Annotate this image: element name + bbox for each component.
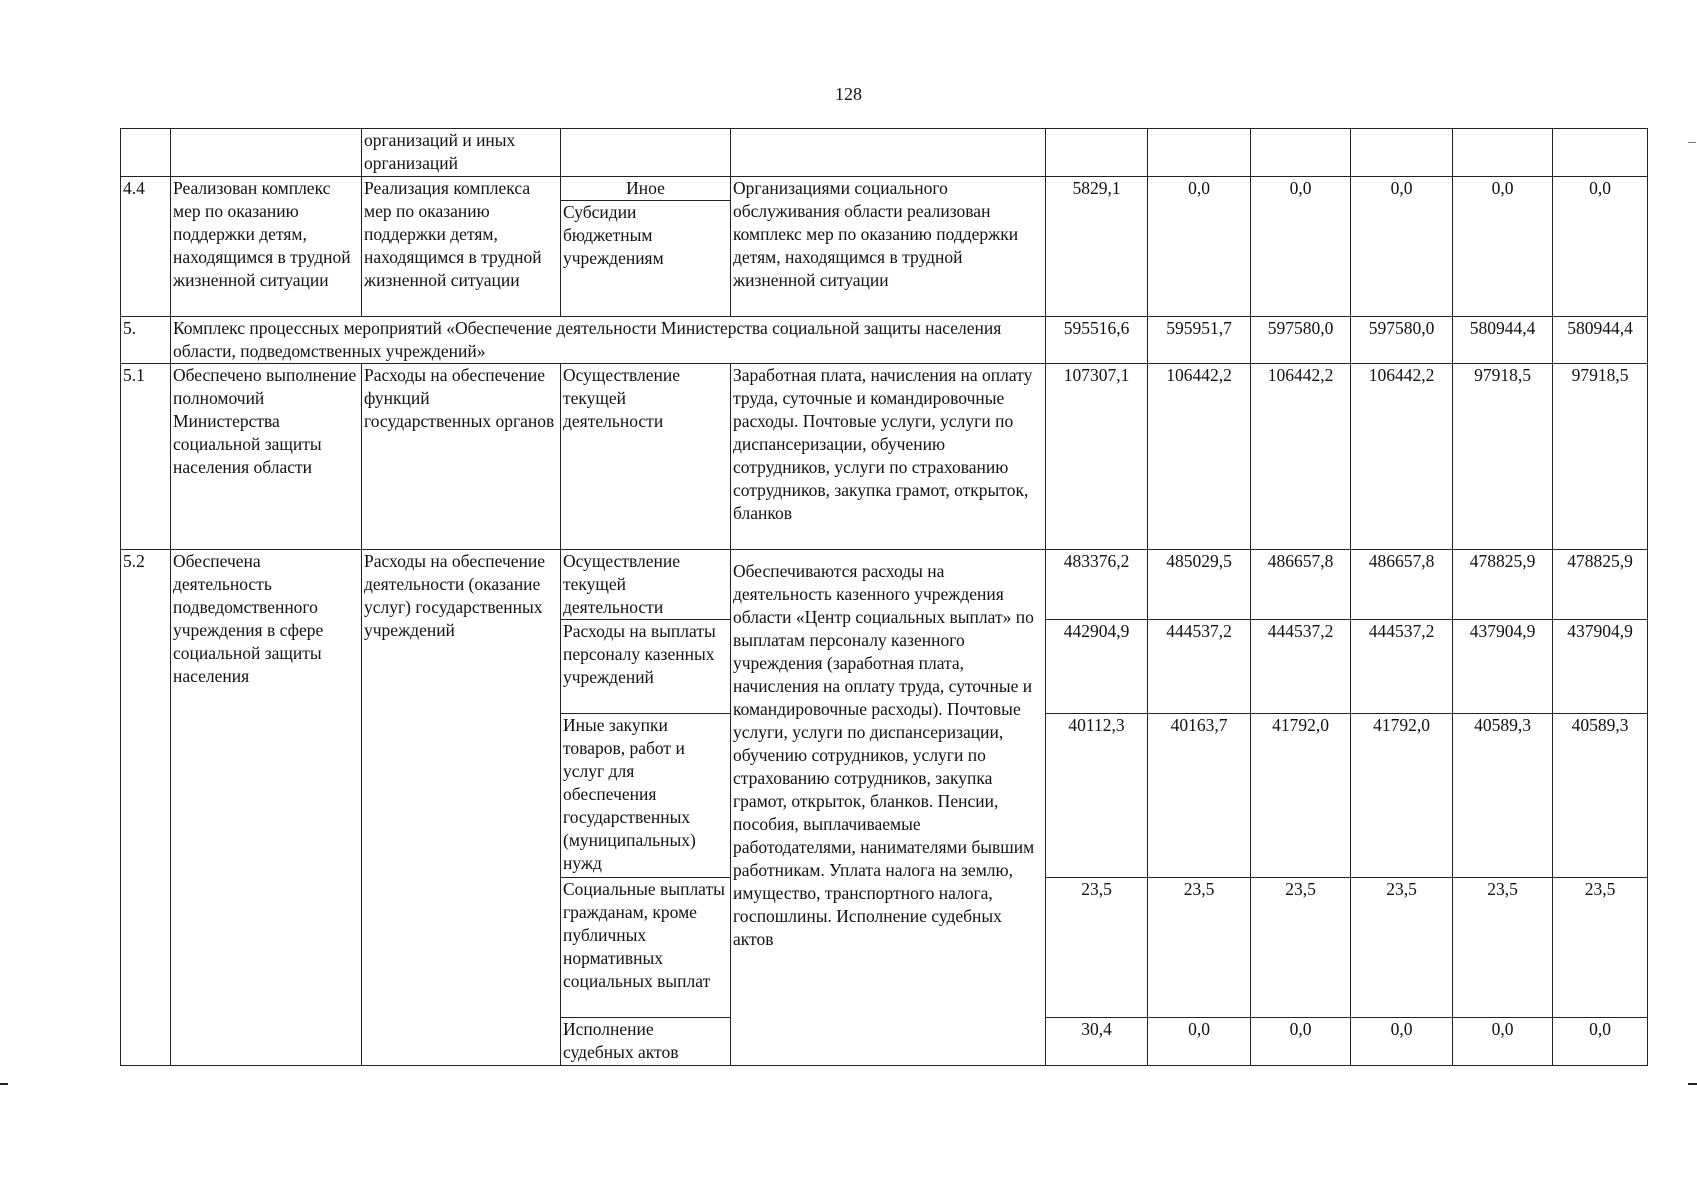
cell-value: 97918,5 xyxy=(1453,364,1553,550)
cell-id: 5. xyxy=(121,317,171,364)
cell-value: 23,5 xyxy=(1553,878,1648,1018)
cell-type: Осуществление текущей деятельности xyxy=(561,364,731,550)
table-row-4-4 xyxy=(121,177,1648,201)
cell-value: 437904,9 xyxy=(1453,620,1553,714)
table-row-5 xyxy=(121,317,1648,364)
cell-type: Социальные выплаты гражданам, кроме публичных нормативных социальных выплат xyxy=(561,878,731,1018)
cell-value: 486657,8 xyxy=(1251,550,1351,620)
cell-value: 0,0 xyxy=(1553,177,1648,317)
cell-value: 444537,2 xyxy=(1351,620,1453,714)
cell-value: 0,0 xyxy=(1351,1018,1453,1066)
cell-value: 40589,3 xyxy=(1553,714,1648,878)
budget-table xyxy=(120,128,1648,1066)
cell-value xyxy=(1553,129,1648,177)
cell-id: 5.1 xyxy=(121,364,171,550)
cell-value: 40112,3 xyxy=(1046,714,1148,878)
cell-type: Иное xyxy=(561,177,731,201)
cell-value: 478825,9 xyxy=(1553,550,1648,620)
cell-value: 97918,5 xyxy=(1553,364,1648,550)
cell-value: 106442,2 xyxy=(1251,364,1351,550)
cell-type xyxy=(561,129,731,177)
cell-description: Заработная плата, начисления на оплату труда, суточные и командировочные расходы. Почтовые услуги, услуги по диспансеризации, обучению сотрудников, услуги по страхованию сотрудников, закупка грамот, открыток, бланков xyxy=(731,364,1046,550)
cell-type: Исполнение судебных актов xyxy=(561,1018,731,1066)
cell-value: 0,0 xyxy=(1251,177,1351,317)
cell-result: Обеспечена деятельность подведомственного учреждения в сфере социальной защиты населения xyxy=(171,550,362,1066)
cell-result: Обеспечено выполнение полномочий Министерства социальной защиты населения области xyxy=(171,364,362,550)
cell-value: 0,0 xyxy=(1351,177,1453,317)
cell-value: 0,0 xyxy=(1553,1018,1648,1066)
cell-value: 478825,9 xyxy=(1453,550,1553,620)
cell-value xyxy=(1046,129,1148,177)
table-row-5-1 xyxy=(121,364,1648,550)
cell-value: 0,0 xyxy=(1453,1018,1553,1066)
cell-result xyxy=(171,129,362,177)
cell-type: Иные закупки товаров, работ и услуг для обеспечения государственных (муниципальных) нужд xyxy=(561,714,731,878)
cell-value: 30,4 xyxy=(1046,1018,1148,1066)
cell-id xyxy=(121,129,171,177)
scan-mark xyxy=(1688,142,1696,143)
cell-type: Субсидии бюджетным учреждениям xyxy=(561,201,731,317)
cell-section-title: Комплекс процессных мероприятий «Обеспечение деятельности Министерства социальной защиты населения области, подведомственных учреждений» xyxy=(171,317,1046,364)
cell-value: 40163,7 xyxy=(1148,714,1251,878)
cell-measure: Расходы на обеспечение функций государственных органов xyxy=(362,364,561,550)
cell-value: 23,5 xyxy=(1148,878,1251,1018)
cell-value xyxy=(1453,129,1553,177)
cell-description xyxy=(731,129,1046,177)
cell-value: 595951,7 xyxy=(1148,317,1251,364)
cell-type: Осуществление текущей деятельности xyxy=(561,550,731,620)
cell-measure: организаций и иных организаций xyxy=(362,129,561,177)
cell-value: 41792,0 xyxy=(1351,714,1453,878)
cell-value: 23,5 xyxy=(1251,878,1351,1018)
table-row-continuation xyxy=(121,129,1648,177)
cell-value: 23,5 xyxy=(1351,878,1453,1018)
cell-value: 0,0 xyxy=(1251,1018,1351,1066)
cell-measure: Реализация комплекса мер по оказанию поддержки детям, находящимся в трудной жизненной ситуации xyxy=(362,177,561,317)
cell-value: 41792,0 xyxy=(1251,714,1351,878)
cell-value: 597580,0 xyxy=(1351,317,1453,364)
cell-value: 106442,2 xyxy=(1148,364,1251,550)
cell-value: 437904,9 xyxy=(1553,620,1648,714)
cell-value: 23,5 xyxy=(1453,878,1553,1018)
cell-value: 597580,0 xyxy=(1251,317,1351,364)
table-row-5-2 xyxy=(121,550,1648,620)
cell-measure: Расходы на обеспечение деятельности (оказание услуг) государственных учреждений xyxy=(362,550,561,1066)
cell-value: 483376,2 xyxy=(1046,550,1148,620)
cell-value: 0,0 xyxy=(1148,177,1251,317)
cell-value: 107307,1 xyxy=(1046,364,1148,550)
cell-description: Обеспечиваются расходы на деятельность казенного учреждения области «Центр социальных выплат» по выплатам персоналу казенного учреждения (заработная плата, начисления на оплату труда, суточные и командировочные расходы). Почтовые услуги, услуги по диспансеризации, обучению сотрудников, услуги по страхованию сотрудников, закупка грамот, открыток, бланков. Пенсии, пособия, выплачиваемые работодателями, нанимателями бывшим работникам. Уплата налога на землю, имущество, транспортного налога, госпошлины. Исполнение судебных актов xyxy=(731,550,1046,1066)
cell-result: Реализован комплекс мер по оказанию поддержки детям, находящимся в трудной жизненной ситуации xyxy=(171,177,362,317)
cell-value xyxy=(1251,129,1351,177)
cell-value: 444537,2 xyxy=(1148,620,1251,714)
cell-value xyxy=(1148,129,1251,177)
cell-description: Организациями социального обслуживания области реализован комплекс мер по оказанию поддержки детям, находящимся в трудной жизненной ситуации xyxy=(731,177,1046,317)
cell-value: 0,0 xyxy=(1148,1018,1251,1066)
cell-value: 5829,1 xyxy=(1046,177,1148,317)
cell-value: 580944,4 xyxy=(1453,317,1553,364)
cell-id: 5.2 xyxy=(121,550,171,1066)
cell-value: 485029,5 xyxy=(1148,550,1251,620)
cell-value xyxy=(1351,129,1453,177)
cell-value: 580944,4 xyxy=(1553,317,1648,364)
cell-value: 442904,9 xyxy=(1046,620,1148,714)
cell-value: 40589,3 xyxy=(1453,714,1553,878)
cell-id: 4.4 xyxy=(121,177,171,317)
cell-value: 444537,2 xyxy=(1251,620,1351,714)
cell-value: 0,0 xyxy=(1453,177,1553,317)
cell-value: 23,5 xyxy=(1046,878,1148,1018)
cut-mark-right xyxy=(1688,1083,1697,1085)
cell-value: 106442,2 xyxy=(1351,364,1453,550)
page-number: 128 xyxy=(835,84,862,104)
cell-value: 486657,8 xyxy=(1351,550,1453,620)
cell-type: Расходы на выплаты персоналу казенных учреждений xyxy=(561,620,731,714)
cut-mark-left xyxy=(0,1083,8,1085)
cell-value: 595516,6 xyxy=(1046,317,1148,364)
